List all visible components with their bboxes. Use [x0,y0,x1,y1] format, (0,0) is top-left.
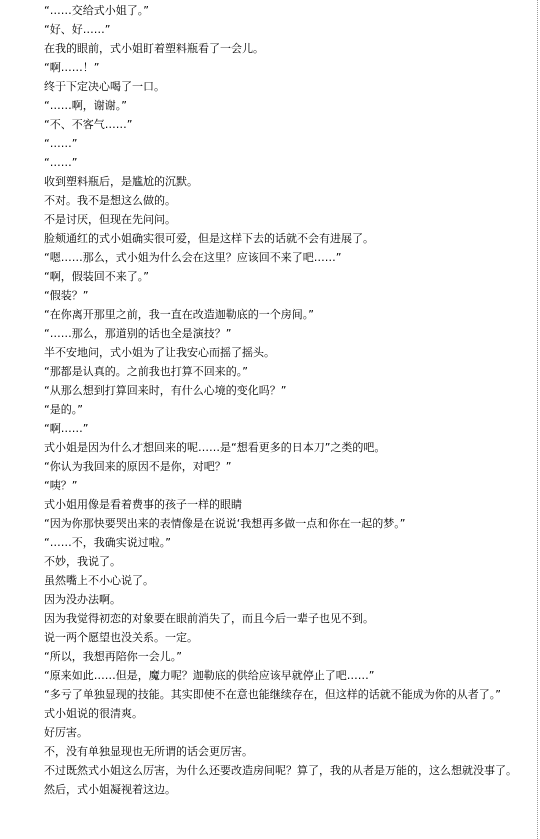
text-line: “是的。” [44,403,83,416]
text-line: 不，没有单独显现也无所谓的话会更厉害。 [44,745,253,758]
text-line: “啊……” [44,422,89,435]
text-line: “……啊，谢谢。” [44,99,127,112]
text-line: 不对。我不是想这么做的。 [44,194,176,207]
text-line: 收到塑料瓶后，是尴尬的沉默。 [44,175,198,188]
page-edge-divider [536,0,538,839]
text-line: 好厉害。 [44,726,88,739]
text-line: 不是讨厌，但现在先问问。 [44,213,176,226]
text-line: “你认为我回来的原因不是你，对吧？” [44,460,232,473]
text-line: 因为没办法啊。 [44,593,121,606]
text-line: 终于下定决心喝了一口。 [44,80,165,93]
text-line: “……不，我确实说过啦。” [44,536,171,549]
text-line: 虽然嘴上不小心说了。 [44,574,154,587]
text-line: “……交给式小姐了。” [44,4,149,17]
text-line: 脸颊通红的式小姐确实很可爱，但是这样下去的话就不会有进展了。 [44,232,374,245]
text-line: “……” [44,137,78,150]
text-line: 不妙，我说了。 [44,555,121,568]
text-line: “在你离开那里之前，我一直在改造迦勒底的一个房间。” [44,308,314,321]
text-paragraph: “多亏了单独显现的技能。其实即使不在意也能继续存在，但这样的话就不能成为你的从者了。” [44,688,501,701]
text-line: “啊，假装回不来了。” [44,270,149,283]
text-line: “不、不客气……” [44,118,133,131]
text-line: “所以，我想再陪你一会儿。” [44,650,182,663]
text-line: 说一两个愿望也没关系。一定。 [44,631,198,644]
text-line: “那都是认真的。之前我也打算不回来的。” [44,365,248,378]
text-line: “好、好……” [44,23,111,36]
text-line: “因为你那快要哭出来的表情像是在说说‘我想再多做一点和你在一起的梦。” [44,517,406,530]
text-line: “原来如此……但是，魔力呢？迦勒底的供给应该早就停止了吧……” [44,669,375,682]
text-line: 因为我觉得初恋的对象要在眼前消失了，而且今后一辈子也见不到。 [44,612,374,625]
text-line: 式小姐是因为什么才想回来的呢……是“想看更多的日本刀”之类的吧。 [44,441,386,454]
text-line: “嗯……那么，式小姐为什么会在这里？应该回不来了吧……” [44,251,342,264]
text-line: “……那么，那道别的话也全是演技？” [44,327,232,340]
text-line: 式小姐用像是看着费事的孩子一样的眼睛 [44,498,242,511]
text-line: 在我的眼前，式小姐盯着塑料瓶看了一会儿。 [44,42,264,55]
text-paragraph: 不过既然式小姐这么厉害，为什么还要改造房间呢？算了，我的从者是万能的，这么想就没事了。 [44,764,517,777]
text-line: “……” [44,156,78,169]
text-line: “啊……！” [44,61,100,74]
text-line: 然后，式小姐凝视着这边。 [44,783,176,796]
text-line: “假装？” [44,289,89,302]
text-line: “咦？” [44,479,78,492]
text-line: 半不安地问，式小姐为了让我安心而摇了摇头。 [44,346,275,359]
text-line: “从那么想到打算回来时，有什么心境的变化吗？” [44,384,287,397]
text-line: 式小姐说的很清爽。 [44,707,143,720]
